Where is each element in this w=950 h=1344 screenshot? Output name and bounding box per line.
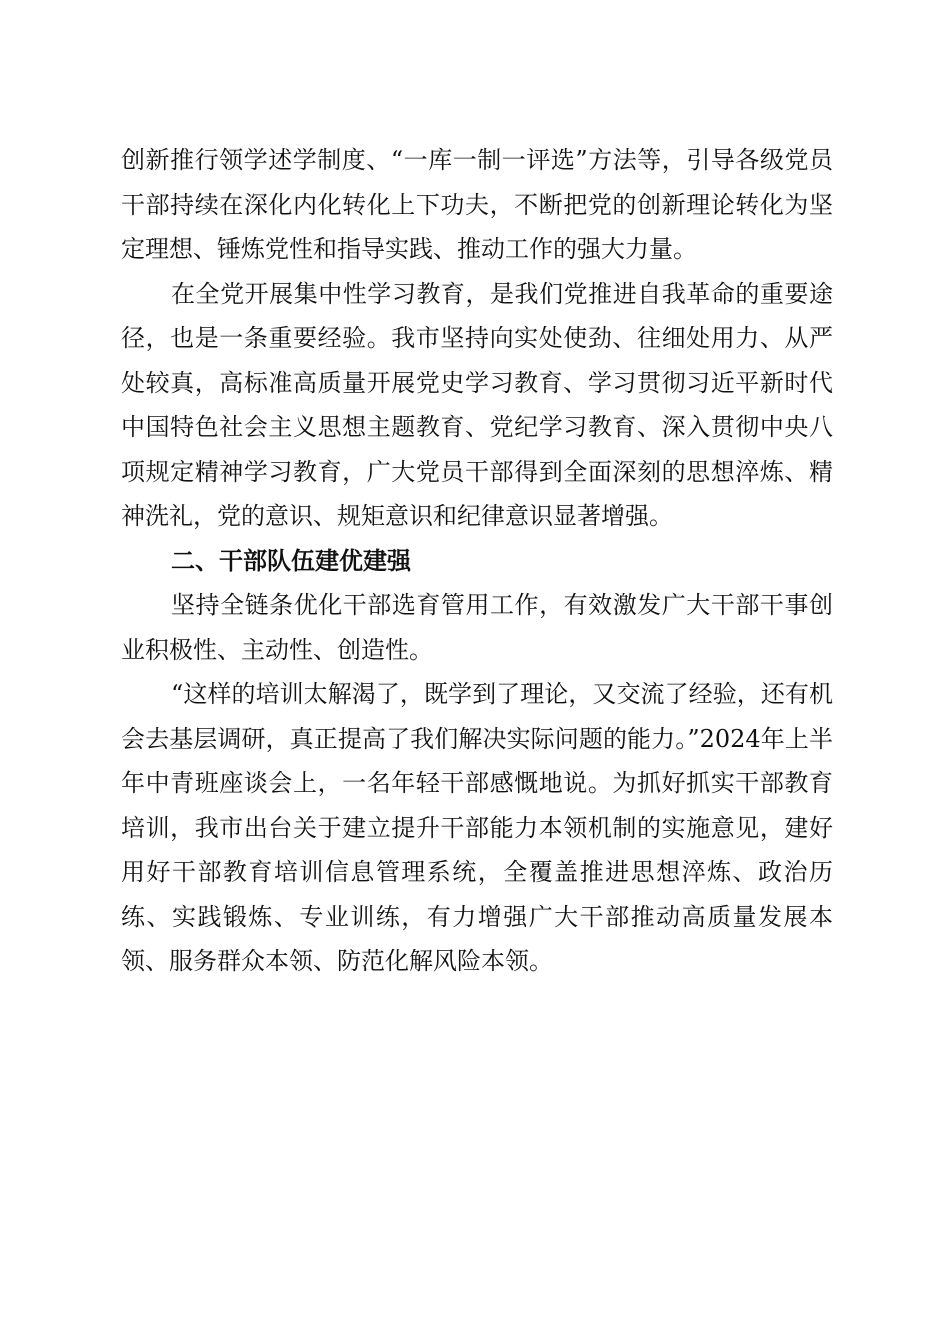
paragraph-continuation: 创新推行领学述学制度、“一库一制一评选”方法等，引导各级党员干部持续在深化内化转化上下功夫，不断把党的创新理论转化为坚定理想、锤炼党性和指导实践、推动工作的强大力量。 [121, 146, 833, 263]
document-body [121, 138, 833, 984]
paragraph-cadre-training: “这样的培训太解渴了，既学到了理论，又交流了经验，还有机会去基层调研，真正提高了我们解决实际问题的能力。”2024年上半年中青班座谈会上，一名年轻干部感慨地说。为抓好抓实干部教育培训，我市出台关于建立提升干部能力本领机制的实施意见，建好用好干部教育培训信息管理系统，全覆盖推进思想淬炼、政治历练、实践锻炼、专业训练，有力增强广大干部推动高质量发展本领、服务群众本领、防范化解风险本领。 [121, 680, 833, 975]
paragraph-study-education: 在全党开展集中性学习教育，是我们党推进自我革命的重要途径，也是一条重要经验。我市坚持向实处使劲、往细处用力、从严处较真，高标准高质量开展党史学习教育、学习贯彻习近平新时代中国特色社会主义思想主题教育、党纪学习教育、深入贯彻中央八项规定精神学习教育，广大党员干部得到全面深刻的思想淬炼、精神洗礼，党的意识、规矩意识和纪律意识显著增强。 [121, 279, 833, 530]
section-heading: 二、干部队伍建优建强 [171, 546, 411, 575]
paragraph-cadre-selection: 坚持全链条优化干部选育管用工作，有效激发广大干部干事创业积极性、主动性、创造性。 [121, 591, 833, 664]
